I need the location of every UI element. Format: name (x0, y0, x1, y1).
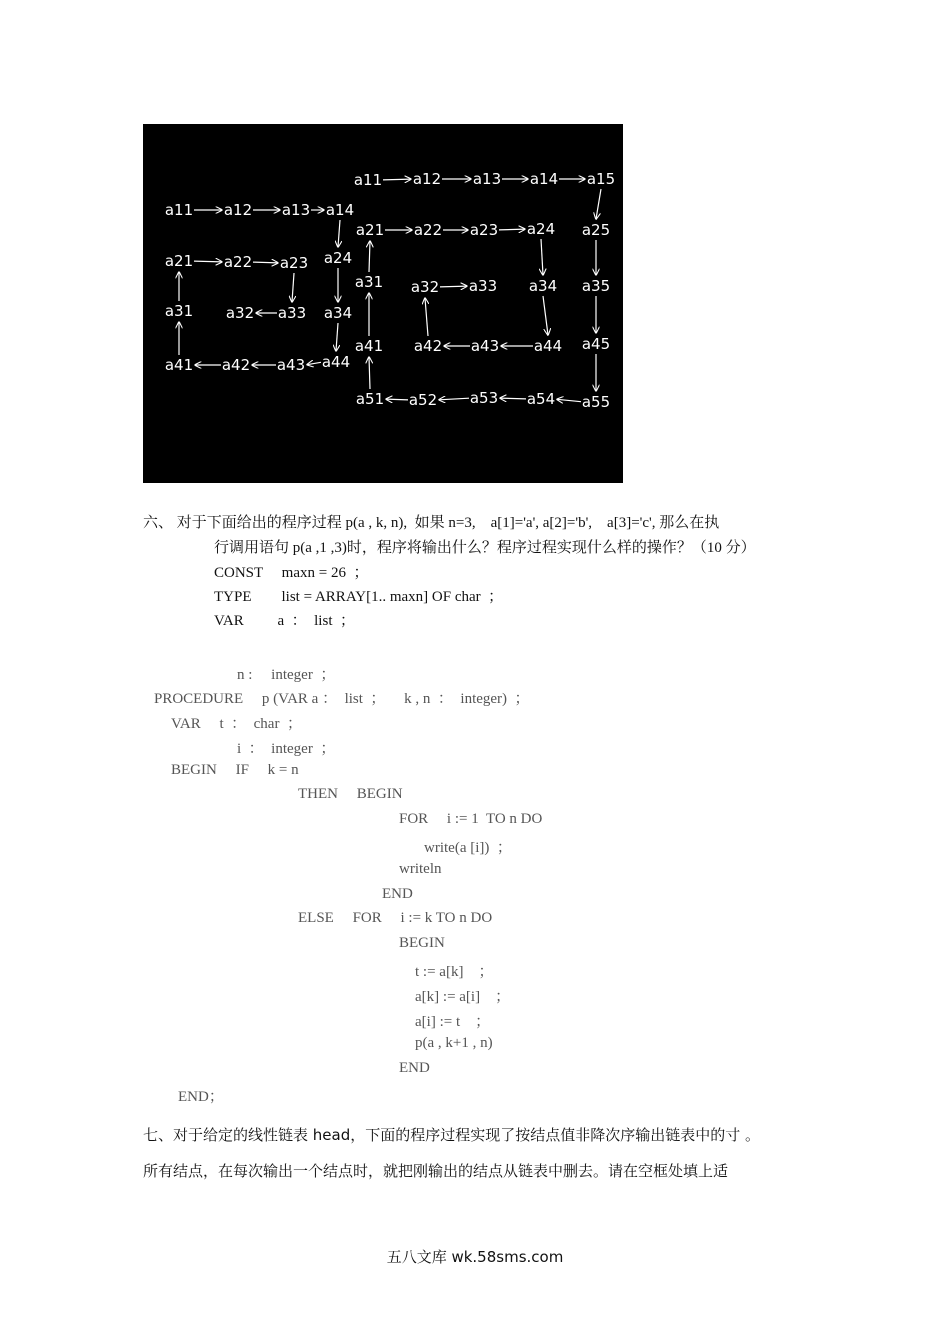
code-line: BEGIN IF k = n (171, 762, 299, 778)
node-label: a11 (353, 171, 383, 189)
node-label: a34 (323, 304, 353, 322)
code-line: n : integer ； (237, 667, 336, 683)
code-line: t := a[k] ； (415, 964, 494, 980)
edge-arrow (500, 398, 526, 399)
node-label: a33 (468, 277, 498, 295)
code-line: THEN BEGIN (298, 786, 403, 802)
edge-arrow (440, 286, 467, 287)
code-line: TYPE list = ARRAY[1.. maxn] OF char ； (214, 589, 504, 605)
edge-arrow (369, 241, 370, 272)
question-7-line-2: 所有结点，在每次输出一个结点时，就把刚输出的结点从链表中删去。请在空框处填上适 (143, 1162, 729, 1180)
edge-arrow (596, 189, 601, 219)
edge-arrow (194, 261, 222, 262)
node-label: a43 (470, 337, 500, 355)
code-line: CONST maxn = 26 ； (214, 565, 369, 581)
node-label: a25 (581, 221, 611, 239)
code-line: p(a , k+1 , n) (415, 1035, 493, 1051)
code-line: write(a [i]) ； (424, 840, 512, 856)
code-line: END (399, 1060, 430, 1076)
node-label: a51 (355, 390, 385, 408)
node-label: a12 (412, 170, 442, 188)
node-label: a42 (413, 337, 443, 355)
edge-arrow (292, 273, 294, 302)
node-label: a53 (469, 389, 499, 407)
question-6-line-1: 六、 对于下面给出的程序过程 p(a , k, n), 如果 n=3, a[1]='a', a[2]='b', a[3]='c', 那么在执 (143, 515, 720, 531)
node-label: a11 (164, 201, 194, 219)
edge-arrow (338, 220, 340, 247)
node-label: a12 (223, 201, 253, 219)
edge-arrow (383, 179, 411, 180)
node-label: a43 (276, 356, 306, 374)
node-label: a41 (354, 337, 384, 355)
node-label: a41 (164, 356, 194, 374)
node-label: a35 (581, 277, 611, 295)
question-7-line-1: 七、对于给定的线性链表 head，下面的程序过程实现了按结点值非降次序输出链表中的寸 。 (143, 1126, 760, 1144)
matrix-traversal-figure (143, 124, 623, 483)
node-label: a54 (526, 390, 556, 408)
edge-arrow (557, 399, 581, 401)
code-line: BEGIN (399, 935, 445, 951)
code-line: a[k] := a[i] ； (415, 989, 511, 1005)
node-label: a44 (321, 353, 351, 371)
node-label: a14 (325, 201, 355, 219)
code-line: i ： integer ； (237, 741, 336, 757)
node-label: a23 (469, 221, 499, 239)
node-label: a42 (221, 356, 251, 374)
node-label: a31 (164, 302, 194, 320)
code-line: FOR i := 1 TO n DO (399, 811, 543, 827)
code-line: a[i] := t ； (415, 1014, 491, 1030)
node-label: a55 (581, 393, 611, 411)
question-6-line-2: 行调用语句 p(a ,1 ,3)时，程序将输出什么？程序过程实现什么样的操作？（10 分） (214, 540, 756, 556)
node-label: a32 (225, 304, 255, 322)
node-label: a52 (408, 391, 438, 409)
edge-arrow (425, 298, 428, 336)
edge-arrow (541, 239, 543, 275)
code-line: ELSE FOR i := k TO n DO (298, 910, 493, 926)
traversal-diagram (143, 124, 623, 483)
node-label: a23 (279, 254, 309, 272)
edge-arrow (307, 362, 321, 364)
code-line: VAR a ： list ； (214, 613, 355, 629)
code-line: END (382, 886, 413, 902)
code-line: END； (178, 1089, 224, 1105)
node-label: a15 (586, 170, 616, 188)
node-label: a13 (281, 201, 311, 219)
node-label: a24 (323, 249, 353, 267)
code-line: writeln (399, 861, 442, 877)
node-label: a22 (413, 221, 443, 239)
edge-arrow (439, 398, 469, 400)
node-label: a22 (223, 253, 253, 271)
node-label: a13 (472, 170, 502, 188)
node-label: a33 (277, 304, 307, 322)
node-label: a45 (581, 335, 611, 353)
edge-arrow (336, 323, 338, 351)
code-line: PROCEDURE p (VAR a ： list ； k , n ： integer) ； (154, 691, 530, 707)
node-label: a44 (533, 337, 563, 355)
edge-arrow (543, 296, 548, 335)
footer-site-label: 五八文库 wk.58sms.com (386, 1248, 564, 1266)
node-label: a34 (528, 277, 558, 295)
edge-arrow (499, 229, 525, 230)
edge-arrow (253, 262, 278, 263)
node-label: a24 (526, 220, 556, 238)
node-label: a31 (354, 273, 384, 291)
edge-arrow (386, 399, 408, 400)
code-line: VAR t ： char ； (171, 716, 302, 732)
node-label: a21 (164, 252, 194, 270)
node-label: a32 (410, 278, 440, 296)
edge-arrow (369, 357, 370, 389)
node-label: a14 (529, 170, 559, 188)
node-label: a21 (355, 221, 385, 239)
